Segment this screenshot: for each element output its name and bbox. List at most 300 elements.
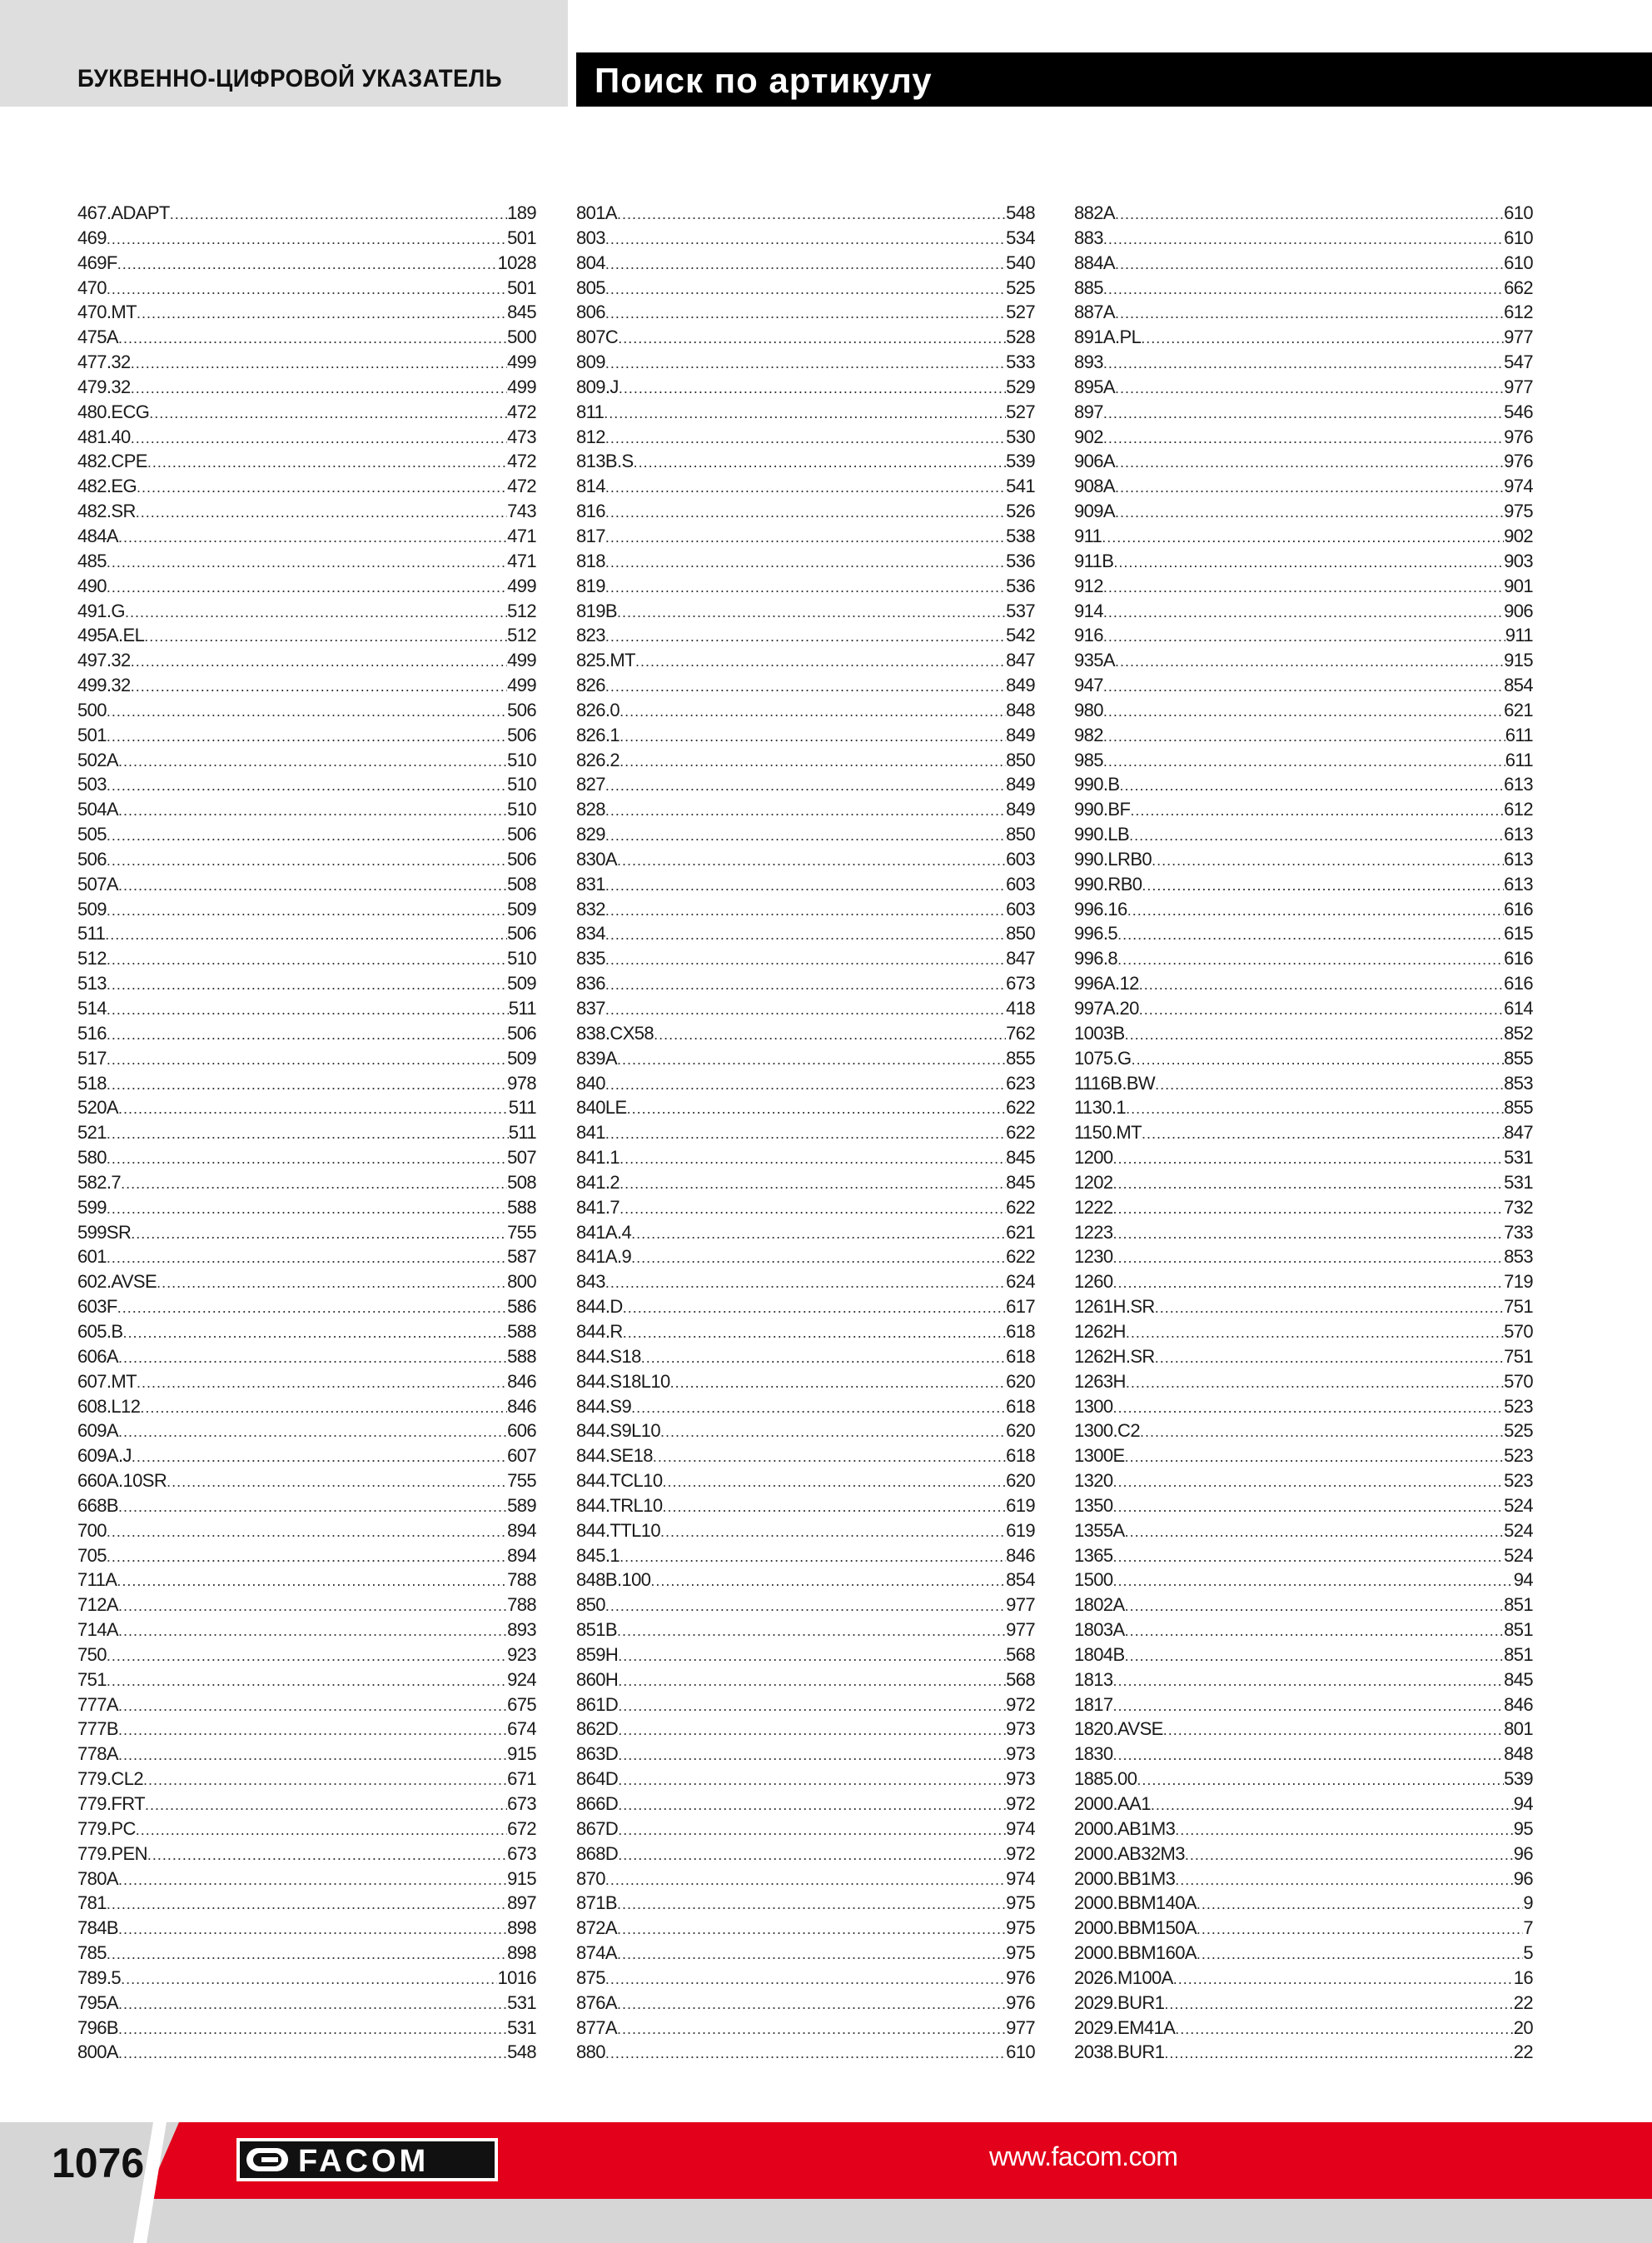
index-entry	[576, 847, 1035, 872]
page-reference: 614	[1504, 998, 1533, 1019]
index-entry	[77, 1916, 536, 1941]
article-code: 990.LRB0	[1074, 848, 1152, 870]
index-entry	[576, 2016, 1035, 2041]
dot-leader	[1103, 351, 1504, 376]
index-entry	[1074, 1319, 1533, 1344]
dot-leader	[605, 551, 1006, 576]
article-code: 750	[77, 1643, 107, 1665]
article-code: 828	[576, 799, 605, 820]
page-reference: 507	[507, 1147, 536, 1169]
page-reference: 16	[1513, 1966, 1533, 1988]
article-code: 668B	[77, 1494, 118, 1516]
dot-leader	[1113, 1147, 1505, 1172]
page-reference: 603	[1006, 873, 1035, 895]
index-entry	[77, 1817, 536, 1842]
index-entry	[77, 375, 536, 400]
dot-leader	[118, 2017, 507, 2042]
dot-leader	[618, 1694, 1006, 1719]
index-entry	[576, 698, 1035, 723]
index-entry	[77, 698, 536, 723]
index-entry	[77, 449, 536, 474]
index-entry	[77, 1145, 536, 1170]
article-code: 809.J	[576, 376, 619, 397]
page-reference: 610	[1504, 202, 1533, 223]
dot-leader	[1113, 1197, 1505, 1222]
dot-leader	[605, 824, 1006, 849]
article-code: 841.7	[576, 1196, 620, 1218]
dot-leader	[132, 1445, 507, 1470]
index-entry	[1074, 921, 1533, 946]
article-code: 2000.BBM140A	[1074, 1892, 1197, 1914]
page-reference: 531	[507, 1991, 536, 2013]
dot-leader	[654, 1023, 1006, 1048]
article-code: 848B.100	[576, 1569, 651, 1591]
index-entry	[576, 1792, 1035, 1817]
dot-leader	[1113, 1172, 1505, 1197]
index-entry	[1074, 748, 1533, 773]
page-reference: 22	[1513, 1991, 1533, 2013]
index-entry	[576, 599, 1035, 624]
dot-leader	[118, 526, 507, 551]
dot-leader	[118, 1495, 507, 1520]
dot-leader	[1113, 1222, 1505, 1247]
index-entry	[1074, 1145, 1533, 1170]
index-entry	[1074, 1867, 1533, 1892]
page-reference: 848	[1006, 699, 1035, 720]
index-entry	[77, 971, 536, 996]
dot-leader	[117, 252, 498, 277]
dot-leader	[1117, 923, 1504, 948]
index-entry	[1074, 1642, 1533, 1667]
page-reference: 972	[1006, 1693, 1035, 1715]
article-code: 500	[77, 699, 107, 720]
index-entry	[576, 251, 1035, 276]
article-code: 2000.BB1M3	[1074, 1867, 1176, 1889]
index-entry	[77, 1443, 536, 1468]
page-reference: 849	[1006, 724, 1035, 745]
dot-leader	[1125, 1594, 1504, 1619]
index-entry	[77, 673, 536, 698]
dot-leader	[1152, 849, 1504, 874]
page-reference: 915	[507, 1743, 536, 1765]
article-code: 862D	[576, 1718, 619, 1740]
article-code: 518	[77, 1072, 107, 1094]
article-code: 517	[77, 1047, 107, 1069]
page-reference: 524	[1504, 1494, 1533, 1516]
dot-leader	[1126, 1321, 1504, 1346]
page-reference: 976	[1504, 451, 1533, 472]
page-reference: 499	[507, 650, 536, 671]
dot-leader	[1115, 451, 1504, 476]
index-entry	[77, 921, 536, 946]
dot-leader	[131, 376, 507, 401]
index-entry	[1074, 1443, 1533, 1468]
article-code: 874A	[576, 1942, 617, 1964]
article-code: 840LE	[576, 1097, 627, 1119]
index-entry	[576, 1145, 1035, 1170]
article-code: 467.ADAPT	[77, 202, 170, 223]
dot-leader	[605, 302, 1006, 326]
dot-leader	[125, 601, 507, 626]
article-code: 990.LB	[1074, 824, 1130, 845]
page-reference: 510	[507, 774, 536, 795]
index-entry	[1074, 996, 1533, 1021]
page-reference: 800	[507, 1271, 536, 1293]
page-reference: 624	[1006, 1271, 1035, 1293]
page-reference: 94	[1513, 1569, 1533, 1591]
article-code: 480.ECG	[77, 401, 150, 422]
page-reference: 499	[507, 376, 536, 397]
dot-leader	[1103, 750, 1505, 775]
article-code: 826	[576, 675, 605, 696]
index-entry	[1074, 1195, 1533, 1220]
page-reference: 675	[507, 1693, 536, 1715]
article-code: 996.16	[1074, 898, 1127, 920]
dot-leader	[617, 849, 1006, 874]
dot-leader	[660, 1520, 1006, 1545]
dot-leader	[605, 1122, 1006, 1147]
article-code: 607.MT	[77, 1370, 137, 1392]
article-code: 1300.C2	[1074, 1420, 1140, 1442]
article-code: 509	[77, 898, 107, 920]
index-entry	[1074, 946, 1533, 971]
article-code: 864D	[576, 1768, 619, 1790]
page-reference: 530	[1006, 426, 1035, 447]
index-entry	[1074, 1418, 1533, 1443]
index-entry	[77, 1244, 536, 1269]
page-reference: 523	[1504, 1470, 1533, 1492]
article-code: 891A.PL	[1074, 326, 1142, 348]
index-entry	[576, 1294, 1035, 1319]
index-entry	[576, 574, 1035, 599]
page-reference: 570	[1504, 1320, 1533, 1342]
article-code: 835	[576, 948, 605, 969]
dot-leader	[1117, 948, 1504, 973]
page-reference: 20	[1513, 2016, 1533, 2038]
index-entry	[77, 1095, 536, 1120]
article-code: 885	[1074, 277, 1103, 298]
page-reference: 847	[1504, 1122, 1533, 1144]
page-reference: 610	[1006, 2041, 1035, 2063]
index-entry	[576, 325, 1035, 350]
index-entry	[1074, 1021, 1533, 1046]
dot-leader	[118, 1694, 507, 1719]
page-reference: 977	[1006, 2016, 1035, 2038]
index-entry	[1074, 1842, 1533, 1867]
article-code: 1116B.BW	[1074, 1072, 1156, 1094]
article-code: 1260	[1074, 1271, 1113, 1293]
dot-leader	[107, 1644, 507, 1669]
page-reference: 850	[1006, 749, 1035, 770]
index-entry	[77, 499, 536, 524]
article-code: 916	[1074, 625, 1103, 646]
dot-leader	[605, 625, 1006, 650]
dot-leader	[1103, 601, 1504, 626]
article-code: 980	[1074, 699, 1103, 720]
index-entry	[576, 1891, 1035, 1916]
dot-leader	[143, 1768, 507, 1793]
article-code: 836	[576, 973, 605, 994]
dot-leader	[107, 849, 507, 874]
index-entry	[77, 549, 536, 574]
page-reference: 509	[507, 973, 536, 994]
index-entry	[576, 822, 1035, 847]
page-reference: 671	[507, 1768, 536, 1790]
index-entry	[1074, 1593, 1533, 1617]
dot-leader	[660, 1420, 1006, 1445]
article-code: 830A	[576, 848, 617, 870]
index-entry	[77, 1617, 536, 1642]
dot-leader	[117, 1569, 507, 1594]
article-code: 861D	[576, 1693, 619, 1715]
article-code: 831	[576, 873, 605, 895]
index-entry	[77, 599, 536, 624]
article-code: 606A	[77, 1345, 118, 1367]
article-code: 837	[576, 998, 605, 1019]
index-entry	[77, 623, 536, 648]
page-reference: 508	[507, 1171, 536, 1193]
index-entry	[576, 872, 1035, 897]
page-reference: 973	[1006, 1718, 1035, 1740]
page-reference: 915	[507, 1867, 536, 1889]
page-reference: 500	[507, 326, 536, 348]
index-entry	[77, 797, 536, 822]
dot-leader	[617, 1619, 1006, 1644]
article-code: 2000.AB32M3	[1074, 1842, 1185, 1864]
index-entry	[1074, 201, 1533, 226]
index-entry	[77, 201, 536, 226]
dot-leader	[618, 1718, 1006, 1743]
index-entry	[77, 1941, 536, 1966]
page-reference: 622	[1006, 1122, 1035, 1144]
article-code: 840	[576, 1072, 605, 1094]
page-reference: 846	[507, 1370, 536, 1392]
index-entry	[1074, 1244, 1533, 1269]
page-reference: 512	[507, 625, 536, 646]
dot-leader	[1115, 252, 1504, 277]
page-reference: 499	[507, 675, 536, 696]
index-entry	[576, 797, 1035, 822]
article-code: 851B	[576, 1619, 617, 1641]
index-entry	[576, 2040, 1035, 2065]
index-entry	[576, 1642, 1035, 1667]
dot-leader	[605, 576, 1006, 601]
article-code: 843	[576, 1271, 605, 1293]
index-entry	[1074, 1220, 1533, 1245]
index-entry	[1074, 2040, 1533, 2065]
index-entry	[1074, 599, 1533, 624]
index-entry	[576, 772, 1035, 797]
page-reference: 472	[507, 476, 536, 497]
page-reference: 845	[1006, 1147, 1035, 1169]
website-link[interactable]: www.facom.com	[989, 2141, 1178, 2171]
index-entry	[77, 1991, 536, 2016]
article-code: 599SR	[77, 1221, 132, 1243]
index-entry	[77, 1021, 536, 1046]
index-entry	[77, 400, 536, 425]
index-entry	[77, 1891, 536, 1916]
dot-leader	[107, 700, 507, 725]
page-reference: 855	[1504, 1047, 1533, 1069]
index-entry	[576, 1617, 1035, 1642]
page-reference: 603	[1006, 898, 1035, 920]
index-entry	[576, 474, 1035, 499]
dot-leader	[653, 1445, 1006, 1470]
page-reference: 621	[1006, 1221, 1035, 1243]
page-reference: 510	[507, 948, 536, 969]
index-entry	[77, 524, 536, 549]
index-entry	[77, 648, 536, 673]
article-code: 909A	[1074, 501, 1115, 522]
dot-leader	[1197, 1942, 1523, 1967]
page-reference: 506	[507, 824, 536, 845]
index-entry	[1074, 623, 1533, 648]
dot-leader	[131, 1222, 507, 1247]
article-code: 1223	[1074, 1221, 1113, 1243]
page-reference: 611	[1505, 749, 1533, 770]
article-code: 795A	[77, 1991, 118, 2013]
index-column-2	[576, 201, 1035, 2065]
dot-leader	[118, 1868, 507, 1893]
page-reference: 801	[1504, 1718, 1533, 1740]
index-entry	[576, 1120, 1035, 1145]
article-code: 880	[576, 2041, 605, 2063]
page-reference: 972	[1006, 1842, 1035, 1864]
index-column-3	[1074, 201, 1533, 2065]
article-code: 482.EG	[77, 476, 137, 497]
page-reference: 508	[507, 873, 536, 895]
page-reference: 854	[1504, 675, 1533, 696]
page-reference: 755	[507, 1470, 536, 1492]
article-code: 895A	[1074, 376, 1115, 397]
index-entry	[77, 1195, 536, 1220]
article-code: 832	[576, 898, 605, 920]
article-code: 803	[576, 227, 605, 248]
index-entry	[1074, 400, 1533, 425]
article-code: 784B	[77, 1917, 118, 1939]
index-entry	[77, 1493, 536, 1518]
index-column-1	[77, 201, 536, 2065]
page-reference: 509	[507, 898, 536, 920]
article-code: 893	[1074, 351, 1103, 373]
index-entry	[576, 1842, 1035, 1867]
index-entry	[1074, 1991, 1533, 2016]
article-code: 502A	[77, 749, 118, 770]
index-entry	[77, 1568, 536, 1593]
page-reference: 618	[1006, 1345, 1035, 1367]
index-entry	[77, 1220, 536, 1245]
dot-leader	[1175, 1818, 1514, 1843]
page-reference: 499	[507, 575, 536, 596]
index-entry	[576, 1394, 1035, 1419]
page-reference: 612	[1504, 799, 1533, 820]
page-reference: 610	[1504, 227, 1533, 248]
index-entry	[576, 1966, 1035, 1991]
dot-leader	[631, 1222, 1006, 1247]
index-entry	[77, 946, 536, 971]
dot-leader	[1142, 874, 1504, 899]
dot-leader	[118, 1420, 507, 1445]
article-code: 506	[77, 848, 107, 870]
dot-leader	[1113, 1396, 1505, 1421]
article-code: 503	[77, 774, 107, 795]
page-reference: 541	[1006, 476, 1035, 497]
page-reference: 603	[1006, 848, 1035, 870]
dot-leader	[617, 202, 1006, 227]
dot-leader	[1127, 899, 1504, 924]
dot-leader	[1113, 1694, 1505, 1719]
page-reference: 512	[507, 600, 536, 621]
index-entry	[77, 772, 536, 797]
article-code: 872A	[576, 1917, 617, 1939]
index-entry	[1074, 1568, 1533, 1593]
index-entry	[1074, 1369, 1533, 1394]
page-reference: 977	[1504, 376, 1533, 397]
article-code: 845.1	[576, 1544, 620, 1566]
article-code: 789.5	[77, 1966, 122, 1988]
article-code: 470	[77, 277, 107, 298]
index-entry	[1074, 2016, 1533, 2041]
page-reference: 924	[507, 1668, 536, 1690]
page-reference: 96	[1513, 1842, 1533, 1864]
dot-leader	[107, 1520, 507, 1545]
index-entry	[576, 1593, 1035, 1617]
page-reference: 539	[1504, 1768, 1533, 1790]
article-code: 485	[77, 550, 107, 571]
dot-leader	[634, 451, 1007, 476]
article-code: 826.0	[576, 699, 620, 720]
article-code: 867D	[576, 1817, 619, 1839]
index-entry	[77, 1692, 536, 1717]
index-entry	[1074, 872, 1533, 897]
index-entry	[77, 1667, 536, 1692]
index-entry	[77, 325, 536, 350]
article-code: 2029.BUR1	[1074, 1991, 1165, 2013]
index-entry	[576, 1369, 1035, 1394]
index-entry	[1074, 325, 1533, 350]
page-reference: 534	[1006, 227, 1035, 248]
article-code: 841A.4	[576, 1221, 632, 1243]
index-entry	[77, 2016, 536, 2041]
index-entry	[77, 1294, 536, 1319]
page-reference: 853	[1504, 1072, 1533, 1094]
dot-leader	[118, 1743, 507, 1768]
dot-leader	[107, 1246, 507, 1271]
page-reference: 506	[507, 848, 536, 870]
index-entry	[77, 1742, 536, 1767]
dot-leader	[1126, 1371, 1504, 1396]
dot-leader	[1125, 1520, 1504, 1545]
article-code: 902	[1074, 426, 1103, 447]
dot-leader	[605, 899, 1006, 924]
page-reference: 529	[1006, 376, 1035, 397]
dot-leader	[1155, 1346, 1504, 1371]
index-entry	[1074, 1294, 1533, 1319]
dot-leader	[1103, 401, 1504, 426]
index-entry	[1074, 350, 1533, 375]
dot-leader	[147, 451, 507, 476]
article-code: 914	[1074, 600, 1103, 621]
dot-leader	[107, 899, 507, 924]
page-reference: 733	[1504, 1221, 1533, 1243]
page-reference: 751	[1504, 1296, 1533, 1318]
index-entry	[77, 226, 536, 251]
page-reference: 975	[1006, 1942, 1035, 1964]
dot-leader	[131, 426, 507, 451]
index-entry	[576, 1916, 1035, 1941]
page-reference: 568	[1006, 1643, 1035, 1665]
index-entry	[77, 300, 536, 325]
